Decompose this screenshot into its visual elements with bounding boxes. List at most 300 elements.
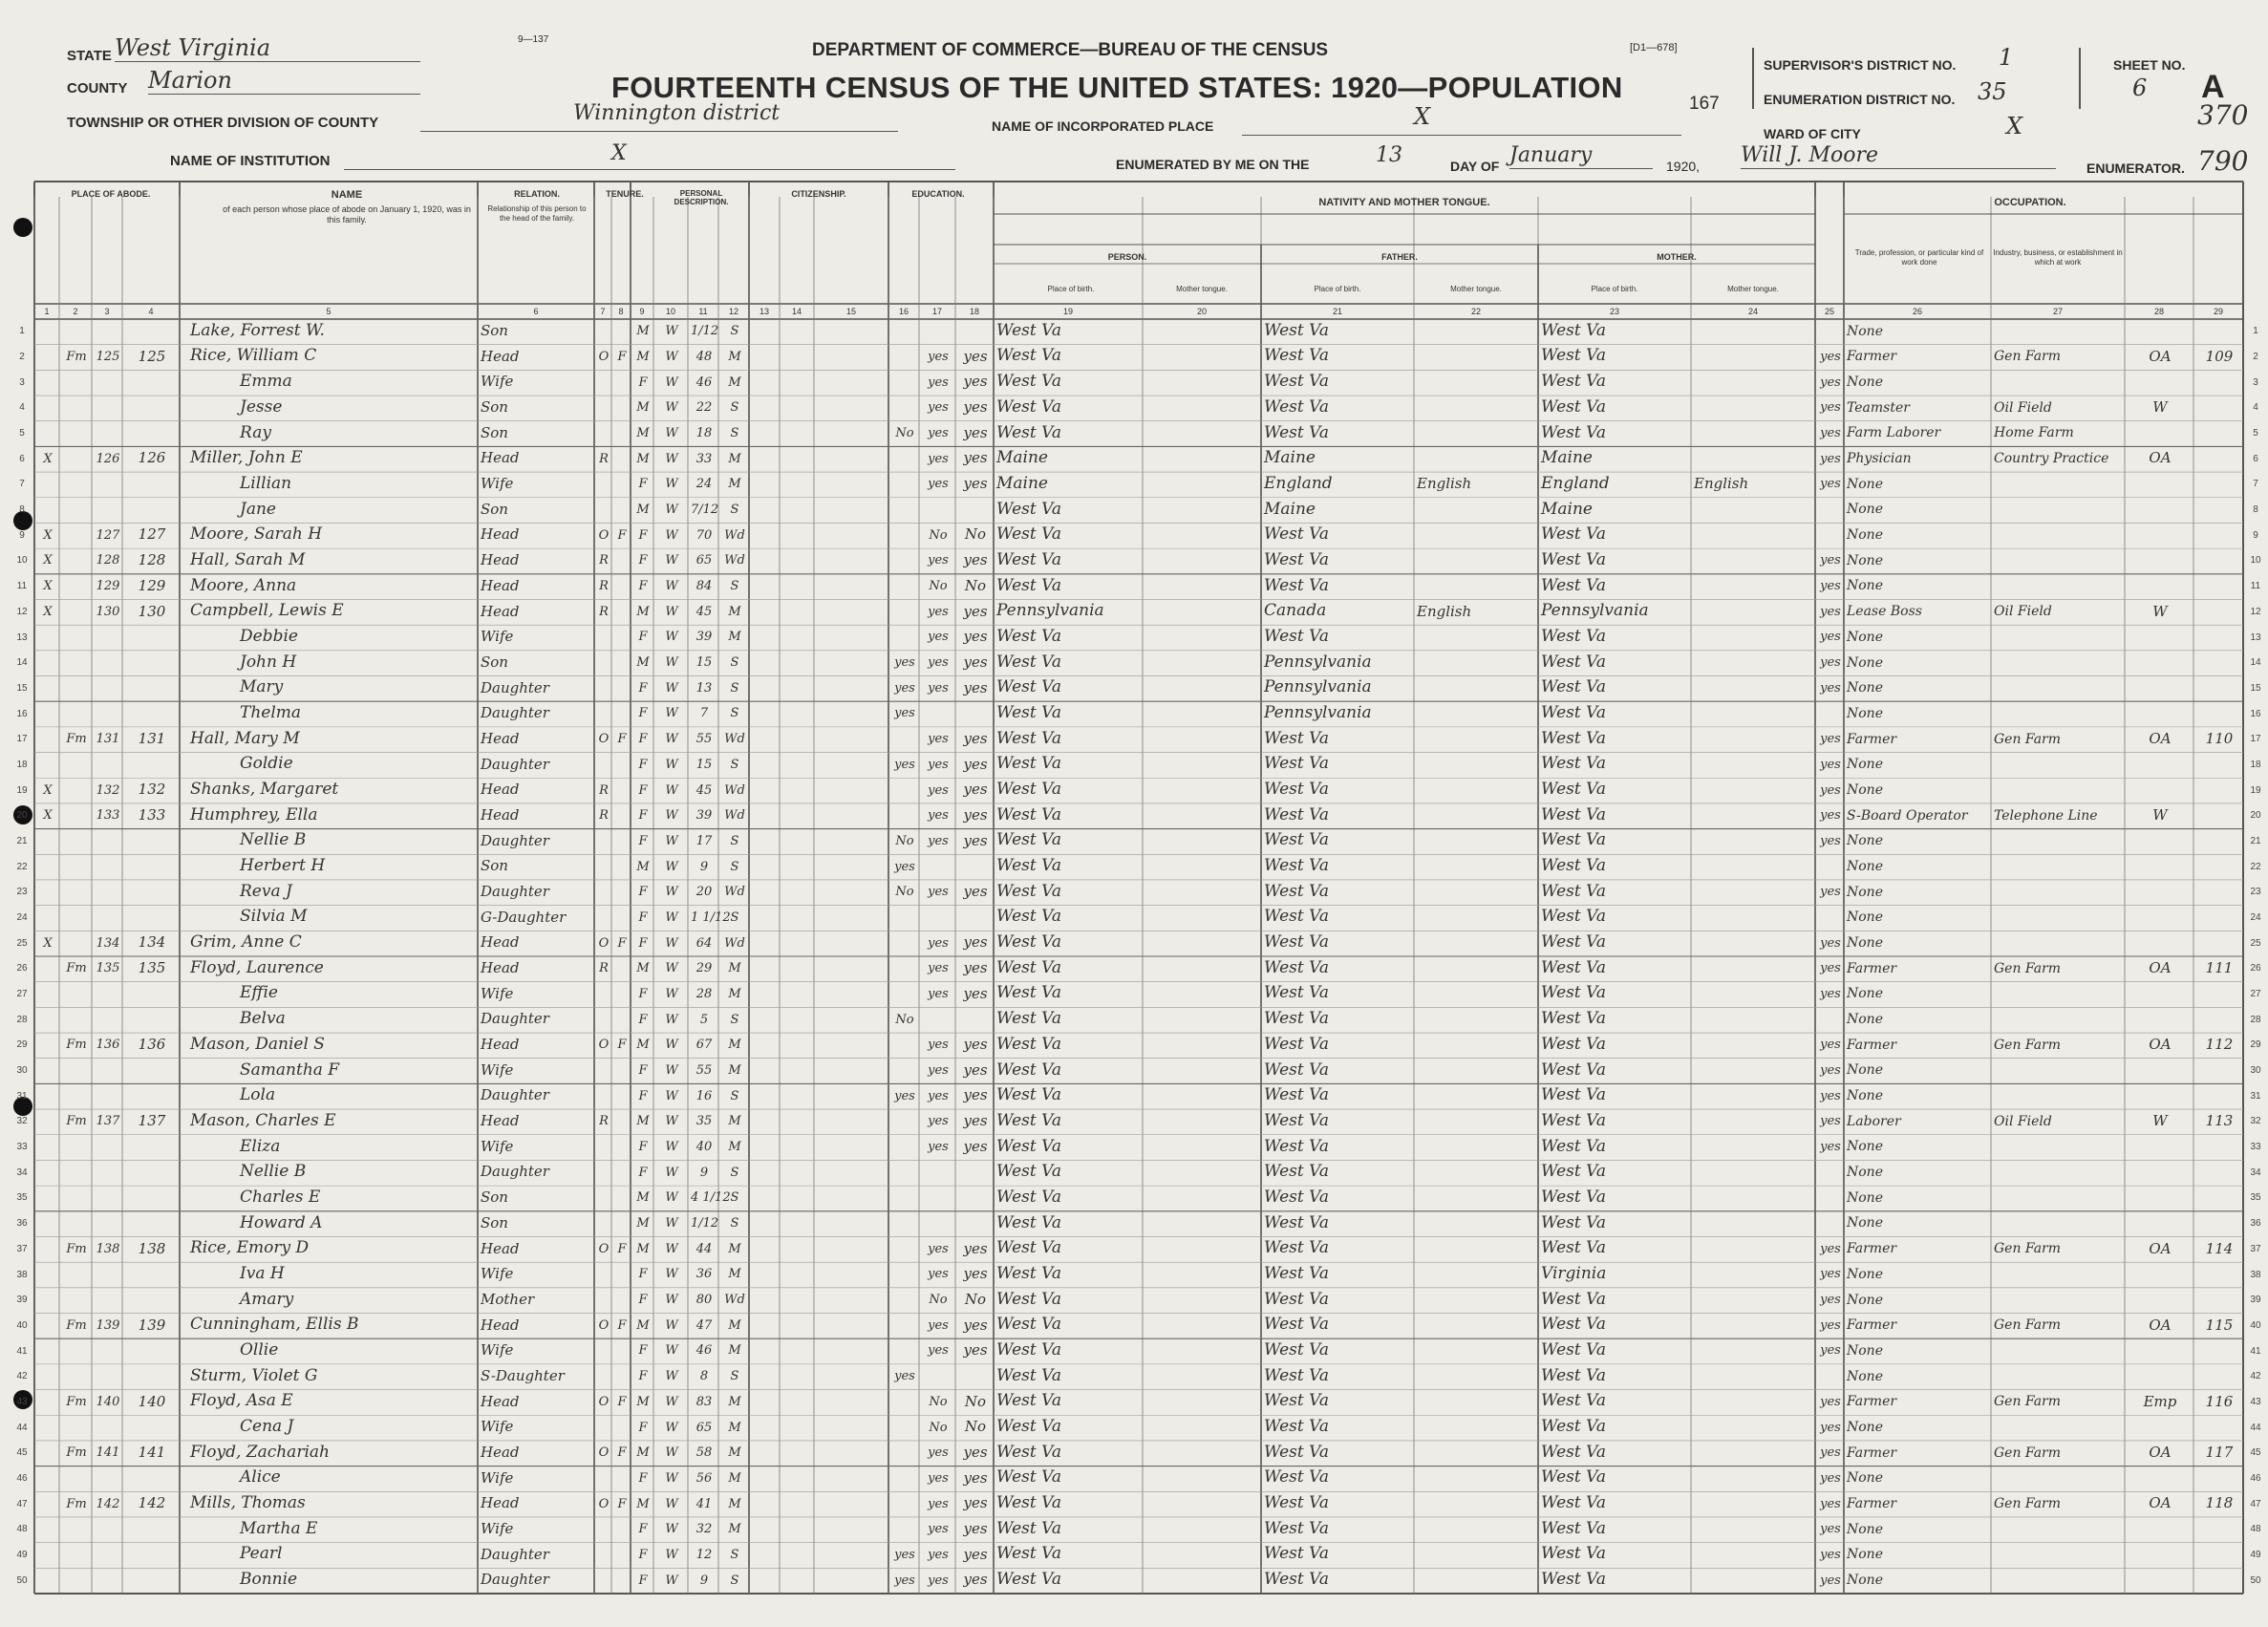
cell-family: 142 bbox=[138, 1494, 166, 1512]
group-tenure: TENURE. bbox=[606, 189, 644, 199]
cell-relation: Wife bbox=[481, 1137, 514, 1155]
cell-age: 44 bbox=[695, 1241, 713, 1256]
cell-mother: West Va bbox=[1541, 907, 1606, 927]
row-number: 45 bbox=[16, 1447, 28, 1459]
cell-mother: West Va bbox=[1541, 856, 1606, 876]
margin-stamp-1: 370 bbox=[2197, 99, 2249, 131]
cell-mother: West Va bbox=[1541, 677, 1606, 697]
row-number: 41 bbox=[16, 1345, 28, 1357]
cell-write: yes bbox=[963, 959, 988, 977]
row-number: 31 bbox=[2250, 1090, 2261, 1102]
incorporated-label: NAME OF INCORPORATED PLACE bbox=[992, 118, 1214, 134]
cell-write: yes bbox=[963, 398, 988, 417]
cell-marital: M bbox=[728, 1420, 741, 1435]
column-number: 20 bbox=[1196, 307, 1207, 316]
cell-dwelling: 135 bbox=[96, 961, 120, 976]
cell-family: 137 bbox=[138, 1112, 166, 1130]
cell-relation: Head bbox=[481, 933, 520, 952]
cell-english: yes bbox=[1820, 1063, 1841, 1078]
cell-sex: M bbox=[636, 859, 650, 874]
cell-relation: G-Daughter bbox=[481, 908, 567, 926]
cell-birth: Maine bbox=[996, 448, 1048, 468]
cell-name: Ray bbox=[240, 422, 271, 442]
cell-relation: Daughter bbox=[481, 831, 549, 849]
cell-marital: S bbox=[730, 1369, 739, 1384]
cell-mother: West Va bbox=[1541, 320, 1606, 340]
cell-father: West Va bbox=[1264, 754, 1329, 774]
cell-english: yes bbox=[1820, 1317, 1841, 1333]
cell-tenure: O bbox=[598, 1394, 610, 1409]
cell-occupation: None bbox=[1847, 884, 1883, 900]
cell-tenure: O bbox=[598, 732, 610, 747]
cell-marital: Wd bbox=[724, 935, 745, 951]
cell-english: yes bbox=[1820, 1267, 1841, 1282]
cell-name: Alice bbox=[240, 1467, 281, 1488]
cell-mother: West Va bbox=[1541, 1467, 1606, 1488]
cell-class: Emp bbox=[2143, 1392, 2177, 1410]
cell-read: yes bbox=[928, 961, 949, 976]
cell-race: W bbox=[665, 1470, 678, 1486]
cell-name: Floyd, Laurence bbox=[190, 957, 324, 977]
cell-relation: Head bbox=[481, 805, 520, 824]
cell-dwelling: 138 bbox=[96, 1241, 120, 1256]
cell-read: yes bbox=[928, 1114, 949, 1129]
cell-father: West Va bbox=[1264, 346, 1329, 366]
cell-family: 134 bbox=[138, 933, 166, 952]
row-number: 33 bbox=[16, 1142, 28, 1153]
cell-marital: M bbox=[728, 1063, 741, 1078]
row-number: 30 bbox=[16, 1065, 28, 1077]
cell-read: yes bbox=[928, 426, 949, 440]
cell-write: yes bbox=[963, 551, 988, 569]
column-number: 21 bbox=[1332, 307, 1342, 316]
cell-read: yes bbox=[928, 808, 949, 824]
cell-school: yes bbox=[894, 1547, 915, 1562]
column-number: 23 bbox=[1609, 307, 1619, 316]
cell-marital: S bbox=[730, 579, 739, 594]
cell-occupation: None bbox=[1847, 1292, 1883, 1308]
cell-read: yes bbox=[928, 604, 949, 619]
row-number: 35 bbox=[2250, 1192, 2261, 1204]
cell-birth: West Va bbox=[996, 1467, 1061, 1488]
cell-house: Fm bbox=[66, 349, 87, 364]
cell-family: 136 bbox=[138, 1036, 166, 1054]
row-number: 39 bbox=[16, 1295, 28, 1306]
cell-sex: F bbox=[638, 833, 648, 848]
form-code: [D1—678] bbox=[1630, 42, 1678, 54]
cell-birth: West Va bbox=[996, 1442, 1061, 1462]
cell-write: yes bbox=[963, 628, 988, 646]
row-number: 22 bbox=[16, 861, 28, 872]
cell-dwelling: 133 bbox=[96, 808, 120, 824]
cell-name: Silvia M bbox=[240, 907, 308, 927]
cell-mortgage: F bbox=[617, 732, 627, 747]
cell-dwelling: 130 bbox=[96, 604, 120, 619]
row-number: 43 bbox=[2250, 1396, 2261, 1407]
cell-write: yes bbox=[963, 653, 988, 671]
cell-mother: West Va bbox=[1541, 1442, 1606, 1462]
cell-mother: West Va bbox=[1541, 1009, 1606, 1029]
cell-occupation: None bbox=[1847, 552, 1883, 568]
column-number: 13 bbox=[759, 307, 769, 316]
cell-mother: England bbox=[1541, 473, 1610, 493]
row-number: 21 bbox=[2250, 835, 2261, 846]
cell-father: Maine bbox=[1264, 499, 1316, 519]
cell-mother: West Va bbox=[1541, 728, 1606, 748]
cell-marital: M bbox=[728, 604, 741, 619]
cell-house: Fm bbox=[66, 1317, 87, 1333]
cell-marital: M bbox=[728, 1140, 741, 1155]
row-number: 47 bbox=[16, 1498, 28, 1509]
sheet-letter: A bbox=[2201, 69, 2225, 105]
cell-marital: Wd bbox=[724, 527, 745, 543]
cell-race: W bbox=[665, 1165, 678, 1180]
row-number: 38 bbox=[2250, 1269, 2261, 1280]
cell-english: yes bbox=[1820, 553, 1841, 568]
cell-mother: West Va bbox=[1541, 1493, 1606, 1513]
cell-mother: West Va bbox=[1541, 1034, 1606, 1054]
mother-tongue-header: Mother tongue. bbox=[1727, 285, 1779, 293]
row-number: 6 bbox=[19, 453, 25, 464]
cell-name: Martha E bbox=[240, 1518, 318, 1538]
cell-write: yes bbox=[963, 1112, 988, 1130]
cell-birth: West Va bbox=[996, 1289, 1061, 1309]
cell-race: W bbox=[665, 706, 678, 721]
cell-sex: F bbox=[638, 986, 648, 1001]
cell-sex: M bbox=[636, 1190, 650, 1206]
sheet-label: SHEET NO. bbox=[2113, 57, 2186, 73]
ward-value: X bbox=[2006, 113, 2023, 139]
cell-relation: Head bbox=[481, 1316, 520, 1334]
cell-write: yes bbox=[963, 781, 988, 799]
cell-family: 140 bbox=[138, 1392, 166, 1410]
row-number: 21 bbox=[16, 835, 28, 846]
row-number: 5 bbox=[2253, 428, 2258, 439]
cell-farm: 110 bbox=[2205, 729, 2234, 747]
cell-tenure: O bbox=[598, 527, 610, 543]
cell-father: England bbox=[1264, 473, 1333, 493]
cell-dwelling: 128 bbox=[96, 553, 120, 568]
cell-mother: West Va bbox=[1541, 1570, 1606, 1590]
cell-tenure: O bbox=[598, 349, 610, 364]
cell-marital: Wd bbox=[724, 808, 745, 824]
cell-age: 36 bbox=[695, 1267, 713, 1282]
cell-age: 29 bbox=[695, 961, 713, 976]
cell-relation: Son bbox=[481, 1213, 508, 1231]
cell-occupation: None bbox=[1847, 1062, 1883, 1079]
cell-name: Floyd, Zachariah bbox=[190, 1442, 330, 1462]
cell-sex: F bbox=[638, 1470, 648, 1486]
cell-english: yes bbox=[1820, 1343, 1841, 1359]
margin-stamp-2: 790 bbox=[2197, 145, 2249, 177]
cell-birth: West Va bbox=[996, 1034, 1061, 1054]
cell-birth: West Va bbox=[996, 652, 1061, 672]
cell-occupation: None bbox=[1847, 781, 1883, 798]
cell-read: yes bbox=[928, 1140, 949, 1155]
cell-age: 24 bbox=[695, 477, 713, 492]
cell-mother: West Va bbox=[1541, 1518, 1606, 1538]
column-number: 2 bbox=[73, 307, 78, 316]
column-number: 24 bbox=[1747, 307, 1758, 316]
cell-class: OA bbox=[2149, 959, 2172, 977]
cell-sex: F bbox=[638, 1522, 648, 1537]
cell-name: Thelma bbox=[240, 703, 302, 722]
cell-age: 65 bbox=[695, 553, 713, 568]
row-number: 18 bbox=[2250, 759, 2261, 770]
cell-birth: West Va bbox=[996, 1493, 1061, 1513]
cell-father: West Va bbox=[1264, 422, 1329, 442]
cell-mother: West Va bbox=[1541, 372, 1606, 392]
cell-ftongue: English bbox=[1417, 602, 1472, 620]
cell-tenure: R bbox=[599, 1114, 609, 1129]
cell-occupation: None bbox=[1847, 986, 1883, 1002]
cell-father: Pennsylvania bbox=[1264, 652, 1372, 672]
row-number: 46 bbox=[16, 1472, 28, 1484]
cell-relation: Head bbox=[481, 525, 520, 544]
cell-marital: M bbox=[728, 349, 741, 364]
cell-age: 9 bbox=[699, 859, 709, 874]
cell-farm: 111 bbox=[2205, 959, 2234, 977]
cell-sex: F bbox=[638, 1547, 648, 1562]
row-number: 2 bbox=[2253, 352, 2258, 363]
cell-marital: S bbox=[730, 1190, 739, 1206]
cell-marital: Wd bbox=[724, 732, 745, 747]
column-number: 12 bbox=[728, 307, 738, 316]
cell-write: yes bbox=[963, 1060, 988, 1079]
institution-value: X bbox=[611, 141, 627, 165]
cell-name: Mason, Charles E bbox=[190, 1110, 336, 1130]
cell-industry: Gen Farm bbox=[1994, 349, 2062, 365]
cell-write: yes bbox=[963, 729, 988, 747]
cell-occupation: None bbox=[1847, 1139, 1883, 1155]
cell-sex: F bbox=[638, 630, 648, 645]
cell-race: W bbox=[665, 604, 678, 619]
cell-marital: M bbox=[728, 1496, 741, 1511]
cell-farm: 109 bbox=[2205, 347, 2234, 365]
cell-industry: Oil Field bbox=[1994, 1113, 2052, 1129]
cell-relation: Daughter bbox=[481, 1163, 549, 1181]
cell-marital: M bbox=[728, 1522, 741, 1537]
group-education: EDUCATION. bbox=[911, 189, 965, 199]
cell-english: yes bbox=[1820, 935, 1841, 951]
cell-name: Moore, Anna bbox=[190, 575, 297, 595]
cell-father: West Va bbox=[1264, 1570, 1329, 1590]
cell-tenure: O bbox=[598, 1241, 610, 1256]
cell-birth: West Va bbox=[996, 1085, 1061, 1105]
cell-dwelling: 137 bbox=[96, 1114, 120, 1129]
cell-mother: West Va bbox=[1541, 1391, 1606, 1411]
cell-birth: West Va bbox=[996, 677, 1061, 697]
cell-birth: West Va bbox=[996, 575, 1061, 595]
cell-relation: Head bbox=[481, 1494, 520, 1512]
cell-race: W bbox=[665, 782, 678, 798]
cell-occupation: None bbox=[1847, 1521, 1883, 1537]
cell-marital: M bbox=[728, 1445, 741, 1461]
row-number: 15 bbox=[16, 682, 28, 694]
cell-sex: M bbox=[636, 426, 650, 440]
cell-mortgage: F bbox=[617, 1317, 627, 1333]
cell-sex: M bbox=[636, 400, 650, 416]
column-number: 6 bbox=[533, 307, 539, 316]
cell-occupation: Farmer bbox=[1847, 1241, 1897, 1257]
mother-birth-header: Place of birth. bbox=[1591, 285, 1638, 293]
row-number: 25 bbox=[16, 937, 28, 949]
cell-english: yes bbox=[1820, 680, 1841, 696]
cell-age: 7 bbox=[699, 706, 709, 721]
cell-name: Moore, Sarah H bbox=[190, 524, 323, 545]
cell-english: yes bbox=[1820, 477, 1841, 492]
cell-occupation: None bbox=[1847, 1419, 1883, 1435]
cell-race: W bbox=[665, 349, 678, 364]
cell-birth: West Va bbox=[996, 1136, 1061, 1156]
cell-race: W bbox=[665, 1522, 678, 1537]
cell-birth: West Va bbox=[996, 549, 1061, 569]
cell-school: yes bbox=[894, 1573, 915, 1588]
cell-name: Goldie bbox=[240, 754, 293, 774]
cell-birth: West Va bbox=[996, 626, 1061, 646]
cell-marital: Wd bbox=[724, 885, 745, 900]
cell-father: West Va bbox=[1264, 1391, 1329, 1411]
row-number: 31 bbox=[16, 1090, 28, 1102]
cell-mortgage: F bbox=[617, 1241, 627, 1256]
township-value: Winnington district bbox=[573, 101, 781, 125]
cell-birth: West Va bbox=[996, 754, 1061, 774]
cell-family: 135 bbox=[138, 959, 166, 977]
cell-marital: M bbox=[728, 477, 741, 492]
row-number: 34 bbox=[2250, 1167, 2261, 1178]
cell-race: W bbox=[665, 375, 678, 390]
cell-father: West Va bbox=[1264, 983, 1329, 1003]
cell-school: yes bbox=[894, 1369, 915, 1384]
cell-race: W bbox=[665, 986, 678, 1001]
cell-house: Fm bbox=[66, 1394, 87, 1409]
cell-english: yes bbox=[1820, 986, 1841, 1001]
cell-write: yes bbox=[963, 933, 988, 952]
cell-name: Hall, Sarah M bbox=[190, 549, 306, 569]
cell-marital: S bbox=[730, 1088, 739, 1103]
row-number: 32 bbox=[16, 1116, 28, 1127]
cell-birth: West Va bbox=[996, 804, 1061, 824]
row-number: 15 bbox=[2250, 682, 2261, 694]
cell-industry: Home Farm bbox=[1994, 425, 2074, 441]
cell-write: yes bbox=[963, 1086, 988, 1104]
cell-birth: West Va bbox=[996, 932, 1061, 953]
cell-write: yes bbox=[963, 449, 988, 467]
state-label: STATE bbox=[67, 48, 112, 64]
cell-race: W bbox=[665, 885, 678, 900]
cell-relation: Wife bbox=[481, 1341, 514, 1359]
county-label: COUNTY bbox=[67, 80, 128, 96]
cell-marital: S bbox=[730, 833, 739, 848]
cell-dwelling: 132 bbox=[96, 782, 120, 798]
cell-family: 133 bbox=[138, 805, 166, 824]
group-personal: PERSONAL DESCRIPTION. bbox=[674, 189, 729, 206]
cell-occupation: Laborer bbox=[1847, 1113, 1901, 1129]
row-number: 5 bbox=[19, 428, 25, 439]
cell-occupation: None bbox=[1847, 705, 1883, 721]
cell-marital: S bbox=[730, 1547, 739, 1562]
cell-sex: M bbox=[636, 349, 650, 364]
ward-label: WARD OF CITY bbox=[1764, 126, 1861, 141]
cell-sex: F bbox=[638, 553, 648, 568]
cell-tenure: R bbox=[599, 579, 609, 594]
cell-relation: Son bbox=[481, 398, 508, 417]
page-stamp: 167 bbox=[1689, 94, 1720, 114]
cell-name: Lola bbox=[240, 1085, 276, 1105]
cell-father: West Va bbox=[1264, 830, 1329, 850]
cell-age: 46 bbox=[695, 1343, 713, 1359]
cell-relation: Wife bbox=[481, 1265, 514, 1283]
cell-name: Campbell, Lewis E bbox=[190, 601, 344, 621]
cell-race: W bbox=[665, 1140, 678, 1155]
cell-age: 58 bbox=[695, 1445, 713, 1461]
cell-father: West Va bbox=[1264, 1289, 1329, 1309]
cell-age: 47 bbox=[695, 1317, 713, 1333]
cell-dwelling: 126 bbox=[96, 451, 120, 466]
cell-age: 39 bbox=[695, 630, 713, 645]
cell-english: yes bbox=[1820, 1522, 1841, 1537]
name-description: of each person whose place of abode on January 1, 1920, was in this family. bbox=[223, 204, 471, 225]
cell-tenure: R bbox=[599, 808, 609, 824]
row-number: 34 bbox=[16, 1167, 28, 1178]
cell-sex: F bbox=[638, 1420, 648, 1435]
cell-occupation: None bbox=[1847, 1215, 1883, 1231]
cell-relation: Daughter bbox=[481, 1010, 549, 1028]
cell-race: W bbox=[665, 630, 678, 645]
row-number: 16 bbox=[16, 708, 28, 719]
row-number: 33 bbox=[2250, 1142, 2261, 1153]
cell-industry: Telephone Line bbox=[1994, 807, 2098, 824]
cell-occupation: None bbox=[1847, 323, 1883, 339]
row-number: 17 bbox=[2250, 734, 2261, 745]
cell-sex: F bbox=[638, 1293, 648, 1308]
cell-tenure: R bbox=[599, 451, 609, 466]
cell-marital: S bbox=[730, 680, 739, 696]
cell-occupation: None bbox=[1847, 1088, 1883, 1104]
cell-marital: M bbox=[728, 1241, 741, 1256]
cell-age: 7/12 bbox=[691, 503, 719, 518]
cell-birth: West Va bbox=[996, 1238, 1061, 1258]
enumerator-label: ENUMERATOR. bbox=[2086, 161, 2185, 176]
cell-birth: Pennsylvania bbox=[996, 601, 1104, 621]
cell-age: 32 bbox=[695, 1522, 713, 1537]
cell-sex: M bbox=[636, 961, 650, 976]
cell-marital: S bbox=[730, 324, 739, 339]
cell-sex: M bbox=[636, 604, 650, 619]
row-number: 36 bbox=[2250, 1218, 2261, 1230]
cell-english: yes bbox=[1820, 1241, 1841, 1256]
cell-father: West Va bbox=[1264, 1365, 1329, 1385]
cell-race: W bbox=[665, 961, 678, 976]
cell-occupation: None bbox=[1847, 654, 1883, 671]
cell-father: West Va bbox=[1264, 1340, 1329, 1359]
row-number: 40 bbox=[16, 1319, 28, 1331]
cell-name: Grim, Anne C bbox=[190, 932, 302, 953]
cell-industry: Gen Farm bbox=[1994, 731, 2062, 747]
cell-street: X bbox=[43, 935, 53, 951]
cell-street: X bbox=[43, 553, 53, 568]
cell-race: W bbox=[665, 1012, 678, 1027]
cell-farm: 112 bbox=[2205, 1036, 2234, 1054]
column-number: 3 bbox=[104, 307, 110, 316]
column-number: 8 bbox=[618, 307, 624, 316]
cell-age: 80 bbox=[695, 1293, 713, 1308]
cell-sex: F bbox=[638, 885, 648, 900]
cell-age: 70 bbox=[695, 527, 713, 543]
cell-english: yes bbox=[1820, 375, 1841, 390]
cell-house: Fm bbox=[66, 1241, 87, 1256]
cell-birth: West Va bbox=[996, 396, 1061, 417]
